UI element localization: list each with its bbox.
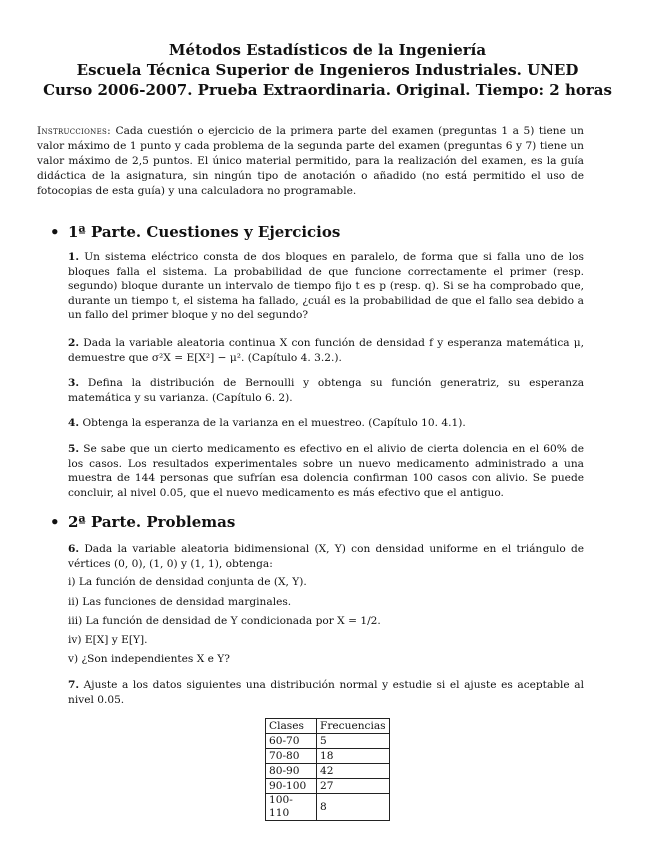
table-cell: 42: [317, 764, 390, 779]
table-cell: 5: [317, 734, 390, 749]
instructions: [37, 124, 584, 199]
table-cell: 80-90: [266, 764, 317, 779]
table-cell: 60-70: [266, 734, 317, 749]
question-6-item: ii) Las funciones de densidad marginales.: [68, 596, 292, 608]
part1-heading: [50, 222, 590, 242]
table-row: [266, 764, 390, 779]
table-row: [266, 734, 390, 749]
question-4: 4. Obtenga la esperanza de la varianza en el muestreo. (Capítulo 10. 4.1).: [68, 417, 466, 429]
exam-info-title: Curso 2006-2007. Prueba Extraordinaria. Original. Tiempo: 2 horas: [43, 81, 612, 99]
table-cell: 8: [317, 794, 390, 821]
instructions-label: Instrucciones:: [37, 125, 111, 137]
table-cell: 27: [317, 779, 390, 794]
course-title: Métodos Estadísticos de la Ingeniería: [168, 41, 487, 59]
bullet-icon: •: [50, 223, 60, 241]
table-row: [266, 779, 390, 794]
table-header-row: [266, 719, 390, 734]
table-row: [266, 794, 390, 821]
instructions-text: Cada cuestión o ejercicio de la primera parte del examen (preguntas 1 a 5) tiene un valor máximo de 1 punto y cada problema de la segunda parte del examen (preguntas 6 y 7) tiene un valor máximo de 2,5 puntos. El único material permitido, para la realización del examen, es la guía didáctica de la asignatura, sin ningún tipo de anotación o añadido (no está permitido el uso de fotocopias de esta guía) y una calculadora no programable.: [37, 125, 584, 197]
question-6-item: iii) La función de densidad de Y condicionada por X = 1/2.: [68, 615, 381, 627]
frequency-table: [265, 718, 390, 821]
question-6-item: iv) E[X] y E[Y].: [68, 634, 148, 646]
question-6-item: v) ¿Son independientes X e Y?: [68, 653, 230, 665]
table-cell: 100-110: [266, 794, 317, 821]
question-3: 3. Defina la distribución de Bernoulli y obtenga su función generatriz, su esperanza matemática y su varianza. (Capítulo 6. 2).: [68, 377, 585, 404]
question-5: 5. Se sabe que un cierto medicamento es efectivo en el alivio de cierta dolencia en el 60% de los casos. Los resultados experimentales sobre un nuevo medicamento administrado a una muestra de 144 personas que sufrían esa dolencia confirman 100 casos con alivio. Se puede concluir, al nivel 0.05, que el nuevo medicamento es más efectivo que el antiguo.: [68, 443, 584, 499]
table-cell: 18: [317, 749, 390, 764]
table-header-cell: Frecuencias: [317, 719, 390, 734]
question-7: 7. Ajuste a los datos siguientes una distribución normal y estudie si el ajuste es aceptable al nivel 0.05.: [68, 679, 584, 706]
table-row: [266, 749, 390, 764]
table-cell: 90-100: [266, 779, 317, 794]
bullet-icon: •: [50, 513, 60, 531]
part2-title: 2ª Parte. Problemas: [68, 513, 236, 531]
school-title: Escuela Técnica Superior de Ingenieros Industriales. UNED: [76, 61, 579, 79]
part2-heading: [50, 512, 590, 532]
question-6-item: i) La función de densidad conjunta de (X, Y).: [68, 576, 307, 588]
table-header-cell: Clases: [266, 719, 317, 734]
part1-title: 1ª Parte. Cuestiones y Ejercicios: [68, 223, 341, 241]
question-6: 6. Dada la variable aleatoria bidimensional (X, Y) con densidad uniforme en el triángulo de vértices (0, 0), (1, 0) y (1, 1), obtenga:: [68, 543, 585, 570]
table-cell: 70-80: [266, 749, 317, 764]
question-2: 2. Dada la variable aleatoria continua X con función de densidad f y esperanza matemática μ, demuestre que σ²X = E[X²] − μ². (Capítulo 4. 3.2.).: [68, 337, 585, 364]
question-1: 1. Un sistema eléctrico consta de dos bloques en paralelo, de forma que si falla uno de los bloques falla el sistema. La probabilidad de que funcione correctamente el primer (resp. segundo) bloque durante un intervalo de tiempo fijo t es p (resp. q). Si se ha comprobado que, durante un tiempo t, el sistema ha fallado, ¿cuál es la probabilidad de que el fallo sea debido a un fallo del primer bloque y no del segundo?: [68, 251, 584, 321]
